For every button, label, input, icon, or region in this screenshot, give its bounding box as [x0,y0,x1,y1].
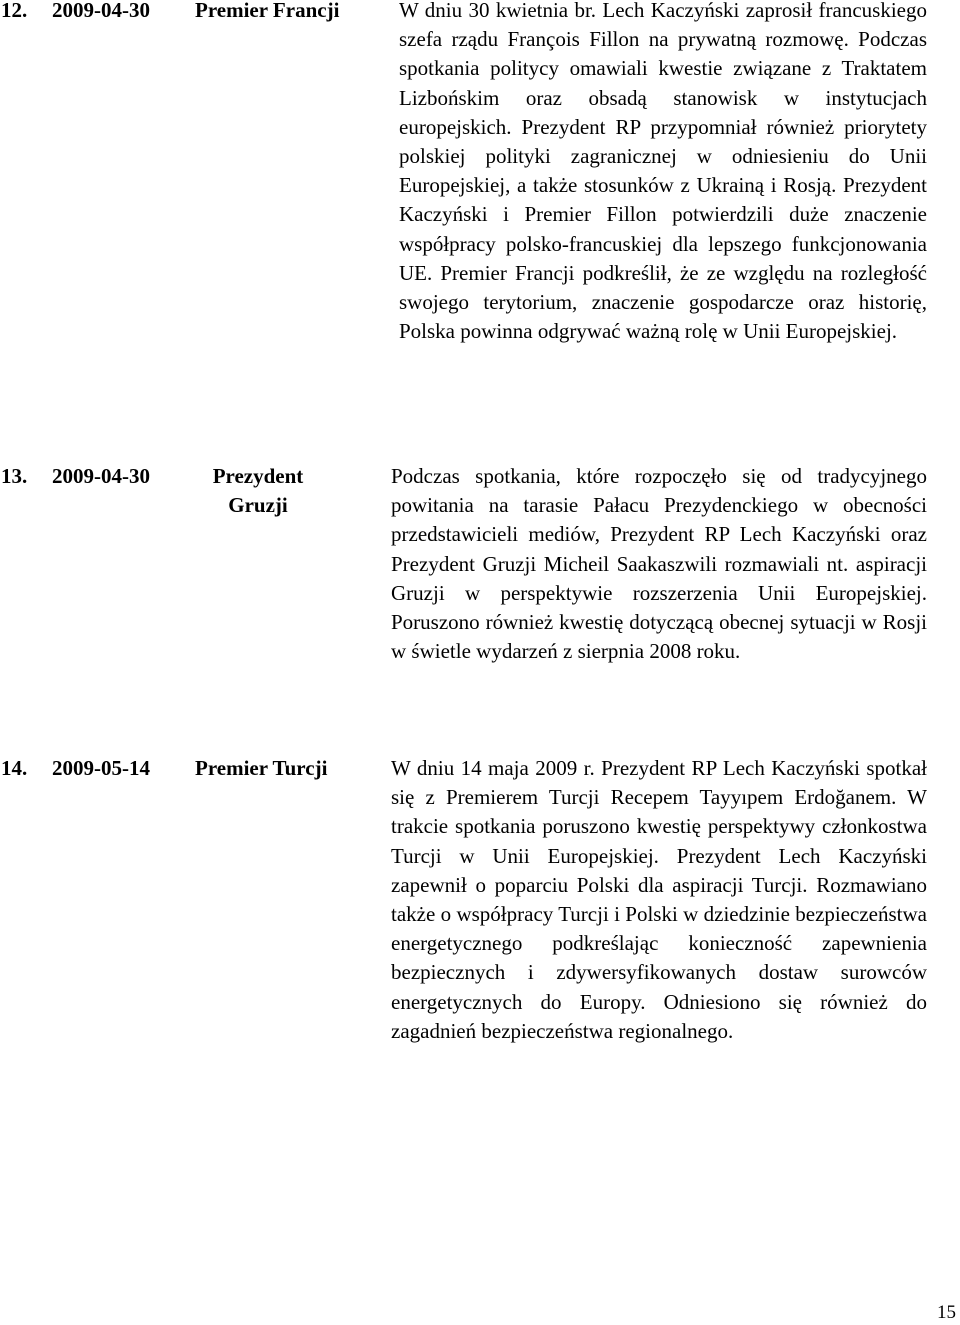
entry-description: W dniu 30 kwietnia br. Lech Kaczyński zaprosił francuskiego szefa rządu François Fillon na prywatną rozmowę. Podczas spotkania politycy omawiali kwestie związane z Traktatem Lizbońskim oraz obsadą stanowisk w instytucjach europejskich. Prezydent RP przypomniał również priorytety polskiej polityki zagranicznej w odniesieniu do Unii Europejskiej, a także stosunków z Ukrainą i Rosją. Prezydent Kaczyński i Premier Fillon potwierdzili duże znaczenie współpracy polsko-francuskiej dla lepszego funkcjonowania UE. Premier Francji podkreślił, że ze względu na rozległość swojego terytorium, znaczenie gospodarcze oraz historię, Polska powinna odgrywać ważną rolę w Unii Europejskiej. [399,0,927,344]
entry-description: Podczas spotkania, które rozpoczęło się od tradycyjnego powitania na tarasie Pałacu Prezydenckiego w obecności przedstawicieli mediów, Prezydent RP Lech Kaczyński oraz Prezydent Gruzji Micheil Saakaszwili rozmawiali nt. aspiracji Gruzji w perspektywie rozszerzenia Unii Europejskiej. Poruszono również kwestię dotyczącą obecnej sytuacji w Rosji w świetle wydarzeń z sierpnia 2008 roku. [391,464,927,664]
entry-counterpart: Prezydent Gruzji [212,464,304,517]
entry-counterpart: Premier Francji [195,0,340,22]
page-number: 15 [937,1302,956,1323]
entry-counterpart: Premier Turcji [195,756,328,780]
entry-number: 12. [1,0,28,22]
entry-date: 2009-04-30 [52,0,150,22]
entry-date: 2009-05-14 [52,756,150,780]
entry-number: 13. [1,464,28,488]
entry-date: 2009-04-30 [52,464,150,488]
entry-description: W dniu 14 maja 2009 r. Prezydent RP Lech Kaczyński spotkał się z Premierem Turcji Recepem Tayyıpem Erdoğanem. W trakcie spotkania poruszono kwestię perspektywy członkostwa Turcji w Unii Europejskiej. Prezydent Lech Kaczyński zapewnił o poparciu Polski dla aspiracji Turcji. Rozmawiano także o współpracy Turcji i Polski w dziedzinie bezpieczeństwa energetycznego podkreślając konieczność zapewnienia bezpiecznych i zdywersyfikowanych dostaw surowców energetycznych do Europy. Odniesiono się również do zagadnień bezpieczeństwa regionalnego. [391,756,927,1043]
entry-number: 14. [1,756,28,780]
